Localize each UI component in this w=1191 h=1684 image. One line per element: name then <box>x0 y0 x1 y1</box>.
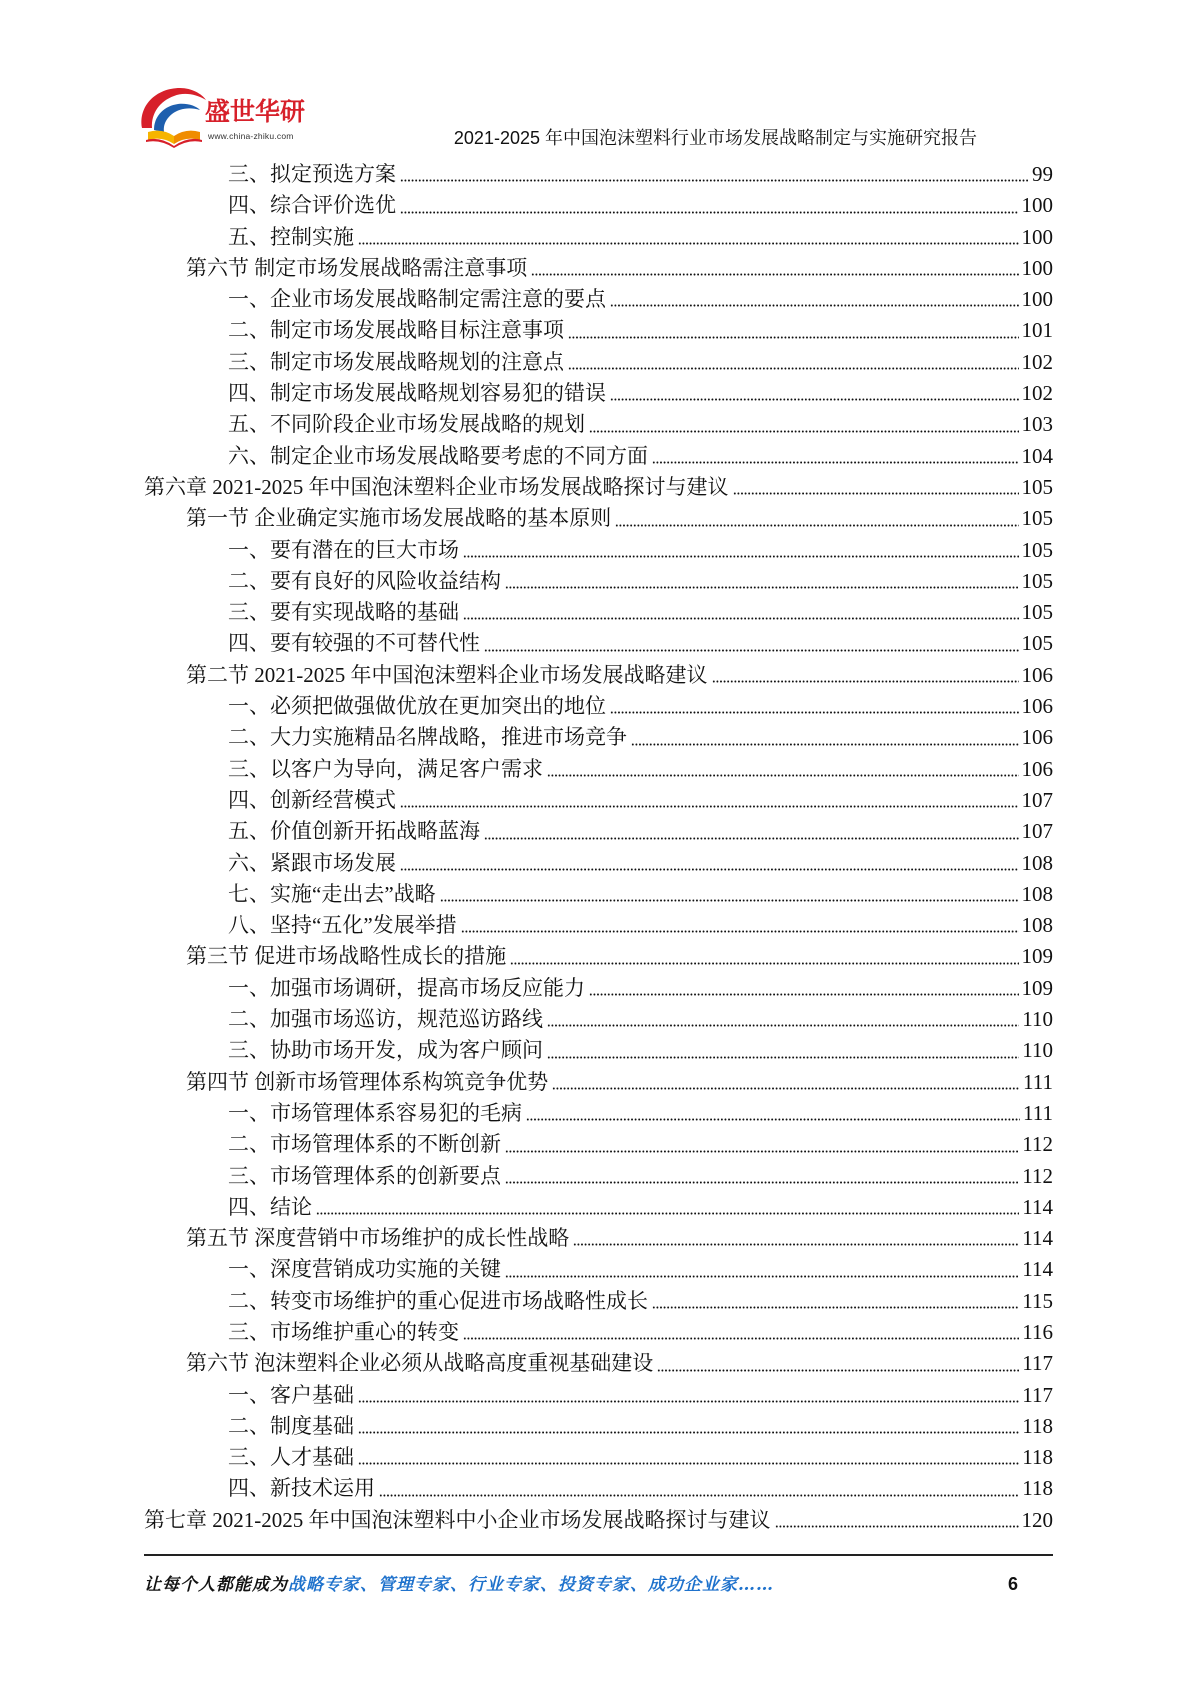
toc-entry-page: 107 <box>1021 819 1053 844</box>
toc-entry-title: 一、加强市场调研，提高市场反应能力 <box>228 975 585 1000</box>
footer-slogan <box>144 1574 774 1596</box>
toc-entry-title: 二、转变市场维护的重心促进市场战略性成长 <box>228 1288 648 1313</box>
toc-entry-title: 第七章 2021-2025 年中国泡沫塑料中小企业市场发展战略探讨与建议 <box>144 1507 771 1532</box>
toc-entry-page: 101 <box>1021 318 1053 343</box>
toc-entry-page: 115 <box>1022 1288 1053 1313</box>
footer-slogan-highlight: 战略专家、管理专家、行业专家、投资专家、成功企业家…… <box>288 1575 774 1595</box>
toc-entry-title: 三、要有实现战略的基础 <box>228 600 459 625</box>
toc-entry-page: 106 <box>1021 725 1053 750</box>
toc-dot-leader <box>505 586 1019 589</box>
toc-entry-title: 七、实施“走出去”战略 <box>228 881 436 906</box>
toc-item-entry[interactable] <box>0 1411 1053 1442</box>
toc-item-entry[interactable] <box>0 1098 1053 1129</box>
toc-entry-title: 二、要有良好的风险收益结构 <box>228 568 501 593</box>
toc-dot-leader <box>568 367 1019 370</box>
toc-item-entry[interactable] <box>0 1254 1053 1285</box>
toc-item-entry[interactable] <box>0 441 1053 472</box>
toc-entry-page: 114 <box>1022 1226 1053 1251</box>
toc-entry-page: 110 <box>1022 1038 1053 1063</box>
toc-item-entry[interactable] <box>0 848 1053 879</box>
toc-chapter-entry[interactable] <box>0 1505 1053 1536</box>
toc-entry-title: 一、要有潜在的巨大市场 <box>228 537 459 562</box>
toc-entry-title: 第四节 创新市场管理体系构筑竞争优势 <box>186 1069 549 1094</box>
toc-entry-page: 105 <box>1021 506 1053 531</box>
toc-dot-leader <box>505 1150 1019 1153</box>
toc-dot-leader <box>775 1525 1019 1528</box>
toc-dot-leader <box>631 743 1019 746</box>
toc-entry-page: 111 <box>1023 1100 1053 1125</box>
toc-entry-title: 第五节 深度营销中市场维护的成长性战略 <box>186 1226 570 1251</box>
footer-divider <box>144 1554 1053 1556</box>
toc-dot-leader <box>589 430 1019 433</box>
toc-item-entry[interactable] <box>0 566 1053 597</box>
toc-entry-page: 102 <box>1021 381 1053 406</box>
toc-item-entry[interactable] <box>0 973 1053 1004</box>
toc-entry-page: 105 <box>1021 631 1053 656</box>
toc-entry-title: 一、深度营销成功实施的关键 <box>228 1257 501 1282</box>
toc-entry-page: 118 <box>1022 1413 1053 1438</box>
toc-entry-title: 四、要有较强的不可替代性 <box>228 631 480 656</box>
toc-entry-page: 106 <box>1021 662 1053 687</box>
toc-dot-leader <box>573 1243 1019 1246</box>
toc-dot-leader <box>484 837 1019 840</box>
toc-entry-page: 100 <box>1021 193 1053 218</box>
toc-item-entry[interactable] <box>0 284 1053 315</box>
toc-entry-title: 三、以客户为导向，满足客户需求 <box>228 756 543 781</box>
toc-section-entry[interactable] <box>0 1067 1053 1098</box>
toc-entry-title: 二、加强市场巡访，规范巡访路线 <box>228 1007 543 1032</box>
toc-dot-leader <box>610 304 1019 307</box>
toc-dot-leader <box>358 242 1019 245</box>
toc-entry-title: 第三节 促进市场战略性成长的措施 <box>186 944 507 969</box>
toc-entry-title: 五、控制实施 <box>228 224 354 249</box>
toc-entry-title: 五、价值创新开拓战略蓝海 <box>228 819 480 844</box>
footer-slogan-prefix: 让每个人都能成为 <box>144 1575 288 1595</box>
toc-entry-title: 一、市场管理体系容易犯的毛病 <box>228 1100 522 1125</box>
toc-dot-leader <box>379 1494 1019 1497</box>
toc-dot-leader <box>400 179 1029 182</box>
toc-dot-leader <box>610 398 1019 401</box>
logo-url: www.china-zhiku.com <box>208 131 294 141</box>
toc-entry-page: 118 <box>1022 1476 1053 1501</box>
toc-entry-title: 一、企业市场发展战略制定需注意的要点 <box>228 287 606 312</box>
toc-dot-leader <box>526 1118 1020 1121</box>
page-number: 6 <box>1008 1574 1019 1594</box>
toc-item-entry[interactable] <box>0 628 1053 659</box>
toc-entry-page: 105 <box>1021 600 1053 625</box>
toc-entry-page: 105 <box>1021 537 1053 562</box>
toc-entry-page: 100 <box>1021 255 1053 280</box>
toc-section-entry[interactable] <box>0 253 1053 284</box>
toc-item-entry[interactable] <box>0 222 1053 253</box>
toc-entry-page: 114 <box>1022 1194 1053 1219</box>
toc-entry-page: 105 <box>1021 474 1053 499</box>
toc-entry-page: 108 <box>1021 913 1053 938</box>
toc-entry-title: 第二节 2021-2025 年中国泡沫塑料企业市场发展战略建议 <box>186 662 708 687</box>
toc-entry-title: 四、创新经营模式 <box>228 787 396 812</box>
toc-dot-leader <box>547 1056 1019 1059</box>
toc-dot-leader <box>400 868 1019 871</box>
toc-entry-page: 107 <box>1021 787 1053 812</box>
toc-entry-title: 三、协助市场开发，成为客户顾问 <box>228 1038 543 1063</box>
toc-entry-page: 117 <box>1022 1351 1053 1376</box>
toc-entry-page: 100 <box>1021 287 1053 312</box>
toc-chapter-entry[interactable] <box>0 472 1053 503</box>
toc-entry-page: 105 <box>1021 568 1053 593</box>
toc-item-entry[interactable] <box>0 1442 1053 1473</box>
toc-entry-title: 三、人才基础 <box>228 1445 354 1470</box>
toc-entry-page: 111 <box>1023 1069 1053 1094</box>
toc-dot-leader <box>510 962 1018 965</box>
toc-entry-page: 114 <box>1022 1257 1053 1282</box>
toc-entry-page: 108 <box>1021 850 1053 875</box>
toc-dot-leader <box>440 899 1019 902</box>
toc-section-entry[interactable] <box>0 1223 1053 1254</box>
toc-entry-page: 106 <box>1021 756 1053 781</box>
toc-entry-title: 六、制定企业市场发展战略要考虑的不同方面 <box>228 443 648 468</box>
toc-entry-page: 117 <box>1022 1382 1053 1407</box>
toc-entry-page: 109 <box>1021 975 1053 1000</box>
toc-item-entry[interactable] <box>0 159 1053 190</box>
toc-item-entry[interactable] <box>0 722 1053 753</box>
toc-dot-leader <box>400 805 1019 808</box>
toc-entry-title: 第一节 企业确定实施市场发展战略的基本原则 <box>186 506 612 531</box>
toc-entry-title: 四、结论 <box>228 1194 312 1219</box>
toc-entry-title: 四、新技术运用 <box>228 1476 375 1501</box>
toc-item-entry[interactable] <box>0 597 1053 628</box>
toc-dot-leader <box>568 336 1019 339</box>
toc-section-entry[interactable] <box>0 1348 1053 1379</box>
toc-dot-leader <box>657 1369 1019 1372</box>
toc-entry-page: 109 <box>1021 944 1053 969</box>
toc-entry-title: 二、制定市场发展战略目标注意事项 <box>228 318 564 343</box>
toc-item-entry[interactable] <box>0 691 1053 722</box>
toc-dot-leader <box>400 211 1019 214</box>
toc-dot-leader <box>505 1181 1019 1184</box>
toc-entry-page: 104 <box>1021 443 1053 468</box>
toc-item-entry[interactable] <box>0 535 1053 566</box>
toc-entry-page: 100 <box>1021 224 1053 249</box>
toc-dot-leader <box>531 273 1018 276</box>
toc-entry-title: 一、必须把做强做优放在更加突出的地位 <box>228 694 606 719</box>
toc-dot-leader <box>589 993 1019 996</box>
toc-entry-page: 106 <box>1021 694 1053 719</box>
toc-entry-title: 二、市场管理体系的不断创新 <box>228 1132 501 1157</box>
toc-entry-page: 112 <box>1022 1132 1053 1157</box>
toc-item-entry[interactable] <box>0 190 1053 221</box>
toc-entry-title: 三、制定市场发展战略规划的注意点 <box>228 349 564 374</box>
toc-item-entry[interactable] <box>0 347 1053 378</box>
toc-entry-title: 四、制定市场发展战略规划容易犯的错误 <box>228 381 606 406</box>
toc-item-entry[interactable] <box>0 1380 1053 1411</box>
toc-entry-page: 116 <box>1022 1319 1053 1344</box>
toc-entry-page: 110 <box>1022 1007 1053 1032</box>
toc-dot-leader <box>547 1024 1019 1027</box>
logo-blue-swoosh <box>154 104 200 132</box>
toc-dot-leader <box>463 555 1019 558</box>
toc-entry-title: 六、紧跟市场发展 <box>228 850 396 875</box>
toc-section-entry[interactable] <box>0 660 1053 691</box>
toc-item-entry[interactable] <box>0 1161 1053 1192</box>
toc-dot-leader <box>484 649 1019 652</box>
toc-dot-leader <box>615 524 1018 527</box>
toc-item-entry[interactable] <box>0 315 1053 346</box>
toc-entry-title: 三、市场管理体系的创新要点 <box>228 1163 501 1188</box>
toc-entry-title: 第六章 2021-2025 年中国泡沫塑料企业市场发展战略探讨与建议 <box>144 474 729 499</box>
toc-dot-leader <box>505 1275 1019 1278</box>
toc-dot-leader <box>610 711 1019 714</box>
toc-dot-leader <box>358 1400 1019 1403</box>
toc-item-entry[interactable] <box>0 1129 1053 1160</box>
toc-entry-title: 二、大力实施精品名牌战略，推进市场竞争 <box>228 725 627 750</box>
toc-dot-leader <box>358 1462 1019 1465</box>
toc-item-entry[interactable] <box>0 1192 1053 1223</box>
toc-dot-leader <box>547 774 1019 777</box>
toc-item-entry[interactable] <box>0 1317 1053 1348</box>
toc-item-entry[interactable] <box>0 754 1053 785</box>
toc-dot-leader <box>652 461 1019 464</box>
toc-dot-leader <box>463 617 1019 620</box>
logo-name: 盛世华研 <box>205 97 306 126</box>
toc-dot-leader <box>552 1087 1020 1090</box>
shengshi-huayan-logo-icon <box>138 84 210 148</box>
toc-item-entry[interactable] <box>0 816 1053 847</box>
toc-section-entry[interactable] <box>0 503 1053 534</box>
toc-entry-page: 118 <box>1022 1445 1053 1470</box>
toc-entry-title: 第六节 泡沫塑料企业必须从战略高度重视基础建设 <box>186 1351 654 1376</box>
toc-entry-page: 103 <box>1021 412 1053 437</box>
toc-item-entry[interactable] <box>0 1473 1053 1504</box>
toc-item-entry[interactable] <box>0 1035 1053 1066</box>
toc-entry-title: 一、客户基础 <box>228 1382 354 1407</box>
toc-entry-title: 四、综合评价选优 <box>228 193 396 218</box>
toc-entry-title: 五、不同阶段企业市场发展战略的规划 <box>228 412 585 437</box>
toc-entry-title: 二、制度基础 <box>228 1413 354 1438</box>
toc-item-entry[interactable] <box>0 785 1053 816</box>
toc-entry-page: 108 <box>1021 881 1053 906</box>
toc-dot-leader <box>463 1337 1019 1340</box>
toc-dot-leader <box>316 1212 1019 1215</box>
toc-item-entry[interactable] <box>0 409 1053 440</box>
toc-entry-page: 99 <box>1032 162 1053 186</box>
toc-entry-title: 三、拟定预选方案 <box>228 162 396 186</box>
toc-dot-leader <box>461 930 1019 933</box>
toc-item-entry[interactable] <box>0 378 1053 409</box>
toc-item-entry[interactable] <box>0 1004 1053 1035</box>
toc-entry-page: 120 <box>1021 1507 1053 1532</box>
toc-entry-page: 112 <box>1022 1163 1053 1188</box>
toc-item-entry[interactable] <box>0 1286 1053 1317</box>
toc-item-entry[interactable] <box>0 879 1053 910</box>
toc-dot-leader <box>358 1431 1019 1434</box>
toc-entry-title: 八、坚持“五化”发展举措 <box>228 913 457 938</box>
report-header-title: 2021-2025 年中国泡沫塑料行业市场发展战略制定与实施研究报告 <box>453 128 977 148</box>
toc-entry-title: 三、市场维护重心的转变 <box>228 1319 459 1344</box>
toc-dot-leader <box>652 1306 1019 1309</box>
toc-dot-leader <box>712 680 1019 683</box>
toc-entry-page: 102 <box>1021 349 1053 374</box>
toc-entry-title: 第六节 制定市场发展战略需注意事项 <box>186 255 528 280</box>
toc-section-entry[interactable] <box>0 941 1053 972</box>
table-of-contents <box>0 159 1053 1536</box>
toc-item-entry[interactable] <box>0 910 1053 941</box>
toc-dot-leader <box>733 492 1019 495</box>
